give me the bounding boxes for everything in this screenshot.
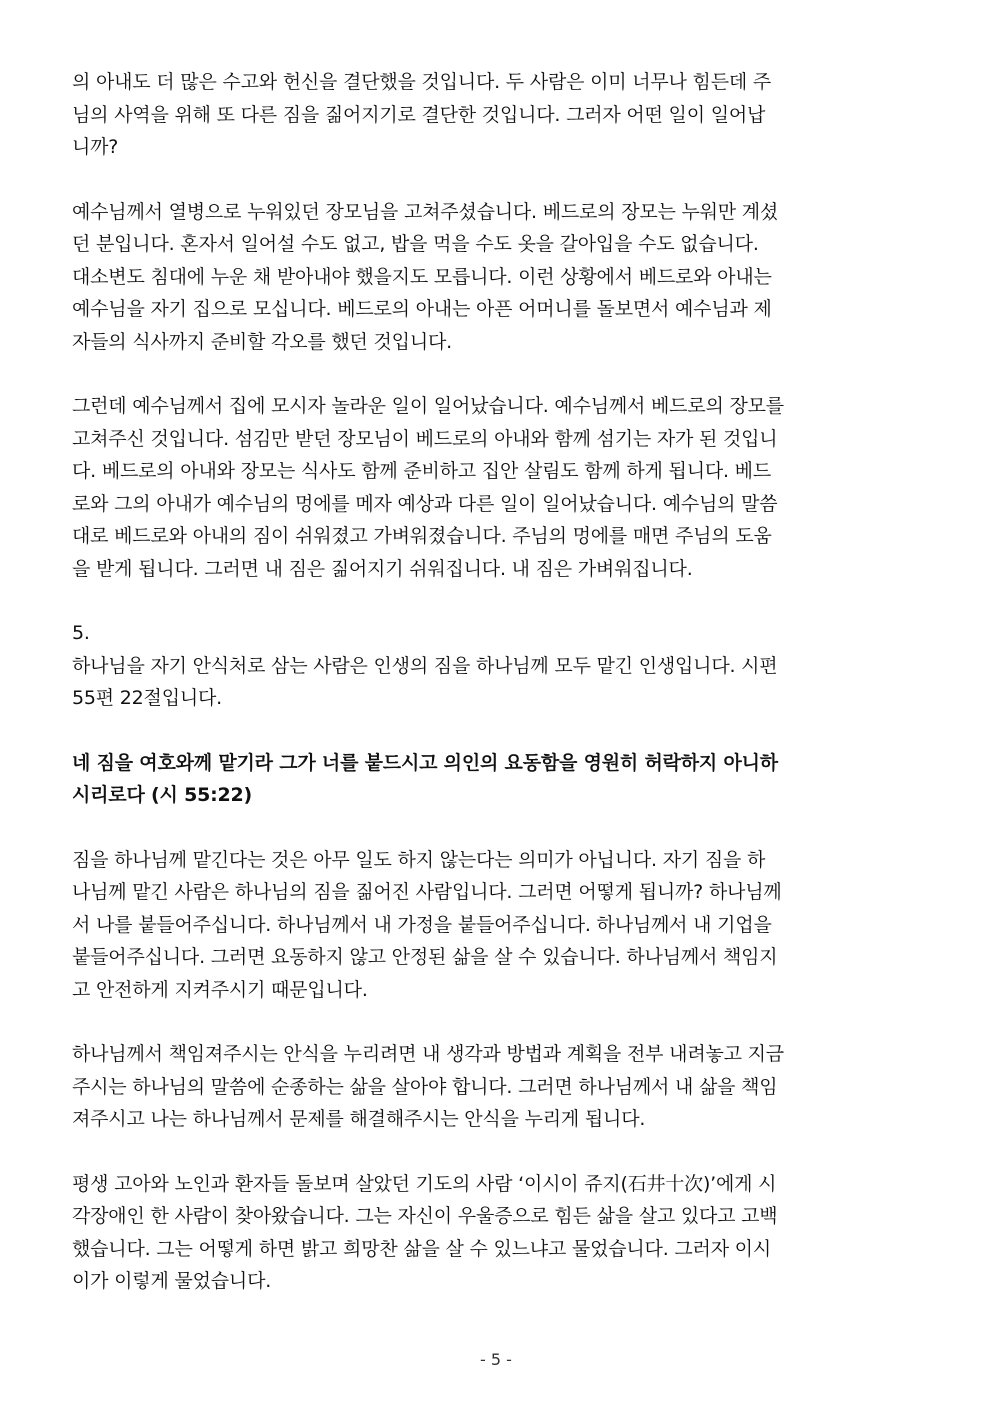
paragraph — [72, 196, 920, 359]
text-line: 네 짐을 여호와께 맡기라 그가 너를 붙드시고 의인의 요동함을 영원히 허락하지 아니하 — [72, 751, 778, 774]
paragraph — [72, 66, 920, 164]
text-line: 그런데 예수님께서 집에 모시자 놀라운 일이 일어났습니다. 예수님께서 베드로의 장모를 — [72, 395, 784, 417]
text-line: 로와 그의 아내가 예수님의 멍에를 메자 예상과 다른 일이 일어났습니다. 예수님의 말씀 — [72, 492, 778, 515]
text-line: 했습니다. 그는 어떻게 하면 밝고 희망찬 삶을 살 수 있느냐고 물었습니다. 그러자 이시 — [72, 1237, 771, 1260]
text-line: 대소변도 침대에 누운 채 받아내야 했을지도 모릅니다. 이런 상황에서 베드로와 아내는 — [72, 265, 772, 288]
paragraph — [72, 844, 920, 1007]
text-line: 각장애인 한 사람이 찾아왔습니다. 그는 자신이 우울증으로 힘든 삶을 살고 있다고 고백 — [72, 1205, 778, 1227]
text-line: 다. 베드로의 아내와 장모는 식사도 함께 준비하고 집안 살림도 함께 하게 됩니다. 베드 — [72, 460, 771, 482]
paragraph — [72, 390, 920, 585]
text-line: 예수님께서 열병으로 누워있던 장모님을 고쳐주셨습니다. 베드로의 장모는 누워만 계셨 — [72, 200, 779, 223]
text-line: 평생 고아와 노인과 환자들 돌보며 살았던 기도의 사람 ‘이시이 쥬지(石井十次)’에게 시 — [72, 1172, 777, 1195]
text-line: 예수님을 자기 집으로 모십니다. 베드로의 아내는 아픈 어머니를 돌보면서 예수님과 제 — [72, 298, 772, 320]
text-line: 님의 사역을 위해 또 다른 짐을 짊어지기로 결단한 것입니다. 그러자 어떤 일이 일어납 — [72, 103, 766, 126]
text-line: 대로 베드로와 아내의 짐이 쉬워졌고 가벼워졌습니다. 주님의 멍에를 매면 주님의 도움 — [72, 525, 772, 547]
text-line: 고 안전하게 지켜주시기 때문입니다. — [72, 978, 368, 1001]
text-line: 주시는 하나님의 말씀에 순종하는 삶을 살아야 합니다. 그러면 하나님께서 내 삶을 책임 — [72, 1075, 778, 1098]
text-line: 던 분입니다. 혼자서 일어설 수도 없고, 밥을 먹을 수도 옷을 갈아입을 수도 없습니다. — [72, 233, 759, 255]
paragraph — [72, 1168, 920, 1298]
text-line: 하나님께서 책임져주시는 안식을 누리려면 내 생각과 방법과 계획을 전부 내려놓고 지금 — [72, 1043, 784, 1065]
scripture-quote — [72, 747, 920, 812]
text-line: 짐을 하나님께 맡긴다는 것은 아무 일도 하지 않는다는 의미가 아닙니다. 자기 짐을 하 — [72, 848, 766, 871]
text-line: 나님께 맡긴 사람은 하나님의 짐을 짊어진 사람입니다. 그러면 어떻게 됩니까? 하나님께 — [72, 881, 782, 903]
text-line: 니까? — [72, 136, 119, 158]
text-line: 붙들어주십니다. 그러면 요동하지 않고 안정된 삶을 살 수 있습니다. 하나님께서 책임지 — [72, 946, 778, 968]
text-line: 고쳐주신 것입니다. 섬김만 받던 장모님이 베드로의 아내와 함께 섬기는 자가 된 것입니 — [72, 427, 778, 450]
text-line: 하나님을 자기 안식처로 삼는 사람은 인생의 짐을 하나님께 모두 맡긴 인생입니다. 시편 — [72, 654, 778, 677]
text-line: 자들의 식사까지 준비할 각오를 했던 것입니다. — [72, 330, 452, 353]
text-line: 서 나를 붙들어주십니다. 하나님께서 내 가정을 붙들어주십니다. 하나님께서 내 기업을 — [72, 913, 772, 936]
page-number: - 5 - — [480, 1350, 512, 1369]
text-line: 5. — [72, 622, 90, 644]
text-line: 시리로다 (시 55:22) — [72, 784, 253, 806]
text-line: 의 아내도 더 많은 수고와 헌신을 결단했을 것입니다. 두 사람은 이미 너무나 힘든데 주 — [72, 71, 771, 93]
paragraph — [72, 1038, 920, 1136]
text-line: 져주시고 나는 하나님께서 문제를 해결해주시는 안식을 누리게 됩니다. — [72, 1108, 646, 1130]
text-line: 을 받게 됩니다. 그러면 내 짐은 짊어지기 쉬워집니다. 내 짐은 가벼워집니다. — [72, 557, 693, 580]
document-body — [72, 66, 920, 1330]
text-line: 이가 이렇게 물었습니다. — [72, 1270, 272, 1292]
paragraph — [72, 617, 920, 715]
text-line: 55편 22절입니다. — [72, 687, 223, 709]
